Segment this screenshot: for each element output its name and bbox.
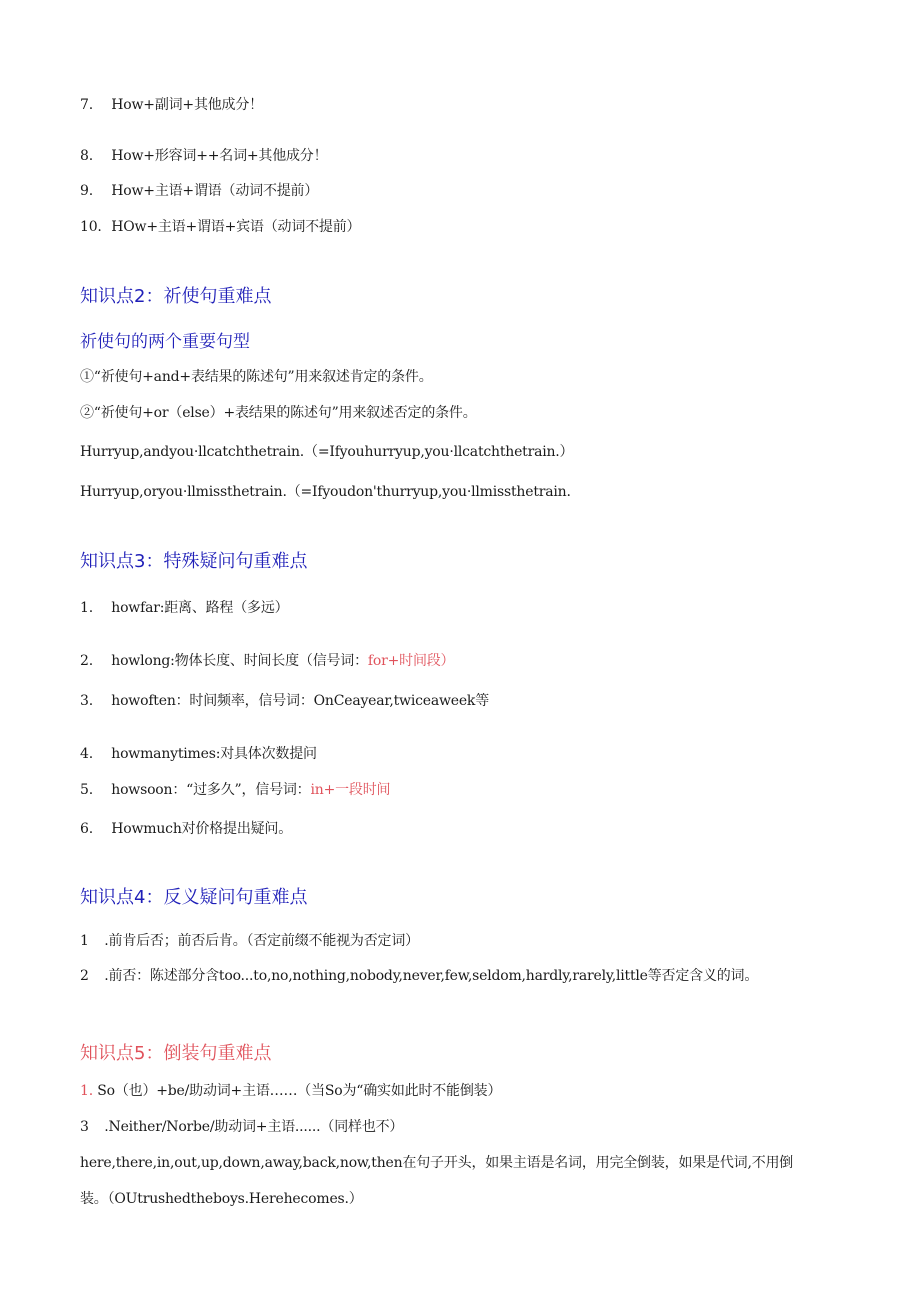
section-heading: 知识点2：祈使句重难点 xyxy=(80,286,272,307)
section-heading: 知识点5：倒装句重难点 xyxy=(80,1043,272,1064)
list-item xyxy=(80,931,419,951)
paragraph-line: Hurryup,oryou·llmissthetrain.（=Ifyoudon'thurryup,you·llmissthetrain. xyxy=(80,484,571,500)
paragraph-line: Hurryup,andyou·llcatchthetrain.（=Ifyouhurryup,you·llcatchthetrain.） xyxy=(80,444,574,460)
signal-word-highlight: in+一段时间 xyxy=(310,782,391,798)
item-number: 1 xyxy=(80,933,89,949)
section-subheading: 祈使句的两个重要句型 xyxy=(80,332,250,352)
item-number: 10. xyxy=(80,219,102,235)
list-item xyxy=(80,598,288,618)
item-number: 1. xyxy=(80,1083,93,1099)
paragraph-line: ②“祈使句+or（else）+表结果的陈述句”用来叙述否定的条件。 xyxy=(80,405,477,421)
item-text: howsoon：“过多久”，信号词： xyxy=(111,782,311,798)
item-text: .Neither/Norbe/助动词+主语......（同样也不） xyxy=(104,1119,404,1135)
item-number: 2. xyxy=(80,653,93,669)
item-text: howfar:距离、路程（多远） xyxy=(111,600,289,616)
item-number: 3 xyxy=(80,1119,89,1135)
section-heading: 知识点4：反义疑问句重难点 xyxy=(80,887,308,908)
item-text: Howmuch对价格提出疑问。 xyxy=(111,821,293,837)
item-number: 5. xyxy=(80,782,93,798)
signal-word-highlight: for+时间段） xyxy=(367,653,455,669)
item-number: 7. xyxy=(80,97,93,113)
item-text: So（也）+be/助动词+主语……（当So为“确实如此时不能倒装） xyxy=(97,1083,502,1099)
item-text: How+形容词++名词+其他成分！ xyxy=(111,148,328,164)
item-text: .前肯后否；前否后肯。（否定前缀不能视为否定词） xyxy=(104,933,419,949)
list-item xyxy=(80,691,489,711)
item-number: 4. xyxy=(80,746,93,762)
item-number: 2 xyxy=(80,968,89,984)
item-text: howoften：时间频率，信号词：OnCeayear,twiceaweek等 xyxy=(111,693,490,709)
list-item xyxy=(80,966,758,986)
item-number: 3. xyxy=(80,693,93,709)
item-text: How+主语+谓语（动词不提前） xyxy=(111,183,319,199)
list-item xyxy=(80,146,327,166)
item-text: howlong:物体长度、时间长度（信号词： xyxy=(111,653,368,669)
item-number: 1. xyxy=(80,600,93,616)
list-item xyxy=(80,181,318,201)
item-number: 6. xyxy=(80,821,93,837)
list-item xyxy=(80,651,454,671)
list-item xyxy=(80,1081,501,1101)
paragraph: here,there,in,out,up,down,away,back,now,then在句子开头，如果主语是名词，用完全倒装，如果是代词,不用倒装。（OUtrushedtheboys.Herehecomes.） xyxy=(80,1155,794,1207)
list-item xyxy=(80,744,317,764)
item-text: HOw+主语+谓语+宾语（动词不提前） xyxy=(111,219,361,235)
item-number: 8. xyxy=(80,148,93,164)
item-text: How+副词+其他成分！ xyxy=(111,97,263,113)
item-text: .前否：陈述部分含too...to,no,nothing,nobody,never,few,seldom,hardly,rarely,little等否定含义的词。 xyxy=(104,968,759,984)
item-number: 9. xyxy=(80,183,93,199)
list-item xyxy=(80,780,390,800)
list-item xyxy=(80,819,292,839)
list-item xyxy=(80,95,263,115)
paragraph-line: ①“祈使句+and+表结果的陈述句”用来叙述肯定的条件。 xyxy=(80,369,433,385)
list-item xyxy=(80,1117,403,1137)
section-heading: 知识点3：特殊疑问句重难点 xyxy=(80,551,308,572)
item-text: howmanytimes:对具体次数提问 xyxy=(111,746,317,762)
list-item xyxy=(80,217,360,237)
